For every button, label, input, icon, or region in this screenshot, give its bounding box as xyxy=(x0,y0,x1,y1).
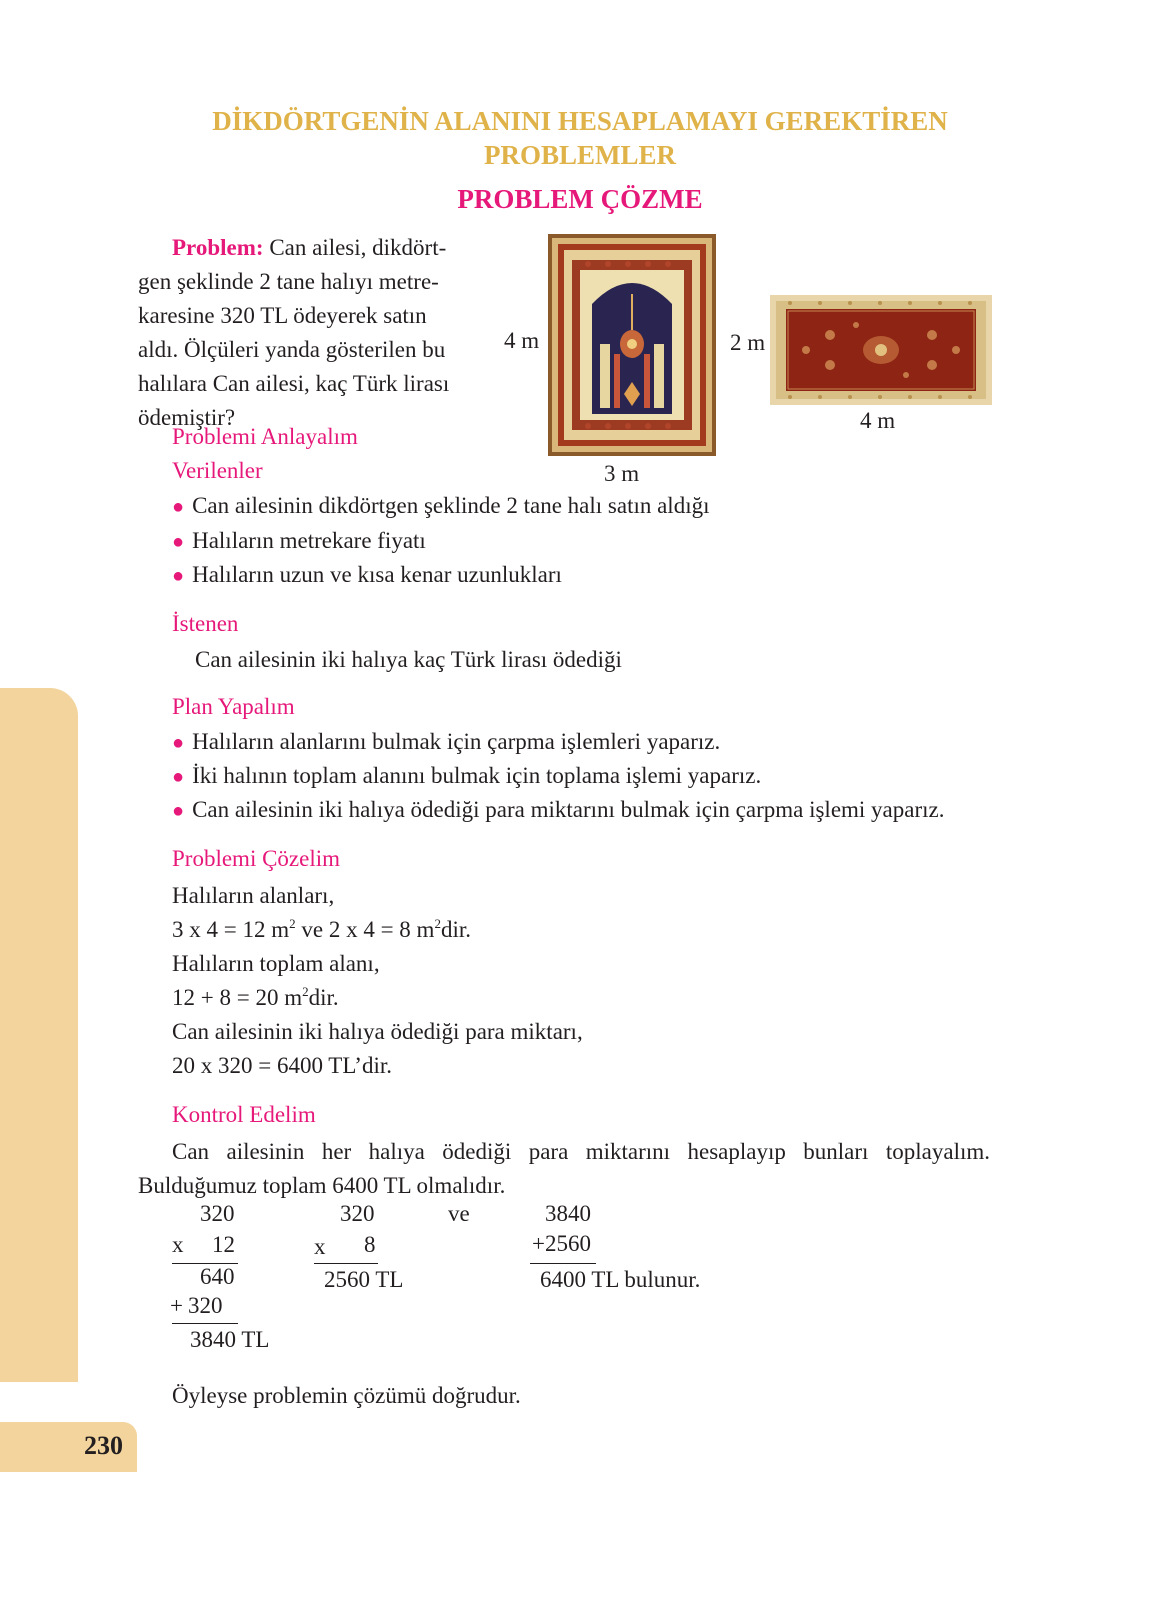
calc2-a: 320 xyxy=(340,1201,375,1226)
ve-text: ve xyxy=(448,1201,470,1226)
calc2-rule xyxy=(314,1263,378,1264)
asked-text: Can ailesinin iki halıya kaç Türk lirası ödediği xyxy=(195,647,622,672)
problem-line: karesine 320 TL ödeyerek satın xyxy=(138,303,427,328)
red-rug-image xyxy=(770,295,992,405)
calc3-b: +2560 xyxy=(532,1231,591,1256)
section-subtitle: PROBLEM ÇÖZME xyxy=(457,184,703,214)
page-title xyxy=(140,104,1020,172)
plan-item: ● Can ailesinin iki halıya ödediği para miktarını bulmak için çarpma işlemi yaparız. xyxy=(172,797,945,822)
calc2-b: 8 xyxy=(364,1232,376,1257)
calc1-plus: + xyxy=(170,1293,183,1318)
understand-heading: Problemi Anlayalım xyxy=(172,424,358,449)
side-tab xyxy=(0,688,78,1382)
rug1-width-label: 3 m xyxy=(604,461,640,486)
prayer-rug-image xyxy=(548,234,716,456)
problem-line: Can ailesi, dikdört- xyxy=(263,235,447,260)
calc2-op: x xyxy=(314,1234,326,1259)
calc1-partial1: 640 xyxy=(200,1264,235,1289)
asked-heading: İstenen xyxy=(172,611,239,636)
conclusion: Öyleyse problemin çözümü doğrudur. xyxy=(172,1383,521,1408)
rug2-width-label: 4 m xyxy=(860,408,896,433)
given-item: ● Halıların metrekare fiyatı xyxy=(172,528,426,553)
page-number: 230 xyxy=(84,1431,123,1460)
calc1-b: 12 xyxy=(212,1232,235,1257)
calc1-rule xyxy=(172,1323,238,1324)
solve-heading: Problemi Çözelim xyxy=(172,846,341,871)
problem-line: aldı. Ölçüleri yanda gösterilen bu xyxy=(138,337,446,362)
calc1-result: 3840 TL xyxy=(190,1327,270,1352)
rug2-height-label: 2 m xyxy=(730,330,766,355)
calc1-op: x xyxy=(172,1232,184,1257)
problem-line: halılara Can ailesi, kaç Türk lirası xyxy=(138,371,450,396)
plan-item: ● Halıların alanlarını bulmak için çarpma işlemleri yaparız. xyxy=(172,729,721,754)
plan-item: ● İki halının toplam alanını bulmak için toplama işlemi yaparız. xyxy=(172,763,762,788)
title-line-2: PROBLEMLER xyxy=(483,140,677,170)
calc1-partial2: 320 xyxy=(188,1293,223,1318)
title-line-1: DİKDÖRTGENİN ALANINI HESAPLAMAYI GEREKTİREN xyxy=(212,106,948,136)
given-heading: Verilenler xyxy=(172,458,263,483)
problem-label: Problem: xyxy=(172,235,264,260)
plan-heading: Plan Yapalım xyxy=(172,694,295,719)
given-item: ● Halıların uzun ve kısa kenar uzunlukları xyxy=(172,562,562,587)
solve-steps: Halıların alanları, 3 x 4 = 12 $m^2$ ve 2 x 4 = 8 $m^2dir$. Halıların toplam alanı, 12 + 8 = 20 $m^2dir$. Can ailesinin iki halıya ödediği para miktarı, 20 x 320 = 6400 TL’dir. xyxy=(172,883,583,1078)
problem-line: gen şeklinde 2 tane halıyı metre- xyxy=(138,269,439,294)
given-item: ● Can ailesinin dikdörtgen şeklinde 2 tane halı satın aldığı xyxy=(172,493,710,518)
check-heading: Kontrol Edelim xyxy=(172,1102,316,1127)
problem-statement xyxy=(138,231,480,435)
calc3-a: 3840 xyxy=(545,1201,591,1226)
calc3-rule xyxy=(530,1263,596,1264)
calc3-result: 6400 TL bulunur. xyxy=(540,1267,701,1292)
calc1-a: 320 xyxy=(200,1201,235,1226)
rug1-height-label: 4 m xyxy=(504,328,540,353)
calc2-result: 2560 TL xyxy=(324,1267,404,1292)
problem-line: ödemiştir? xyxy=(138,405,236,430)
check-text: Can ailesinin her halıya ödediği para miktarını hesaplayıp bunları toplayalım. Bulduğumuz toplam 6400 TL olmalıdır. xyxy=(138,1139,990,1198)
